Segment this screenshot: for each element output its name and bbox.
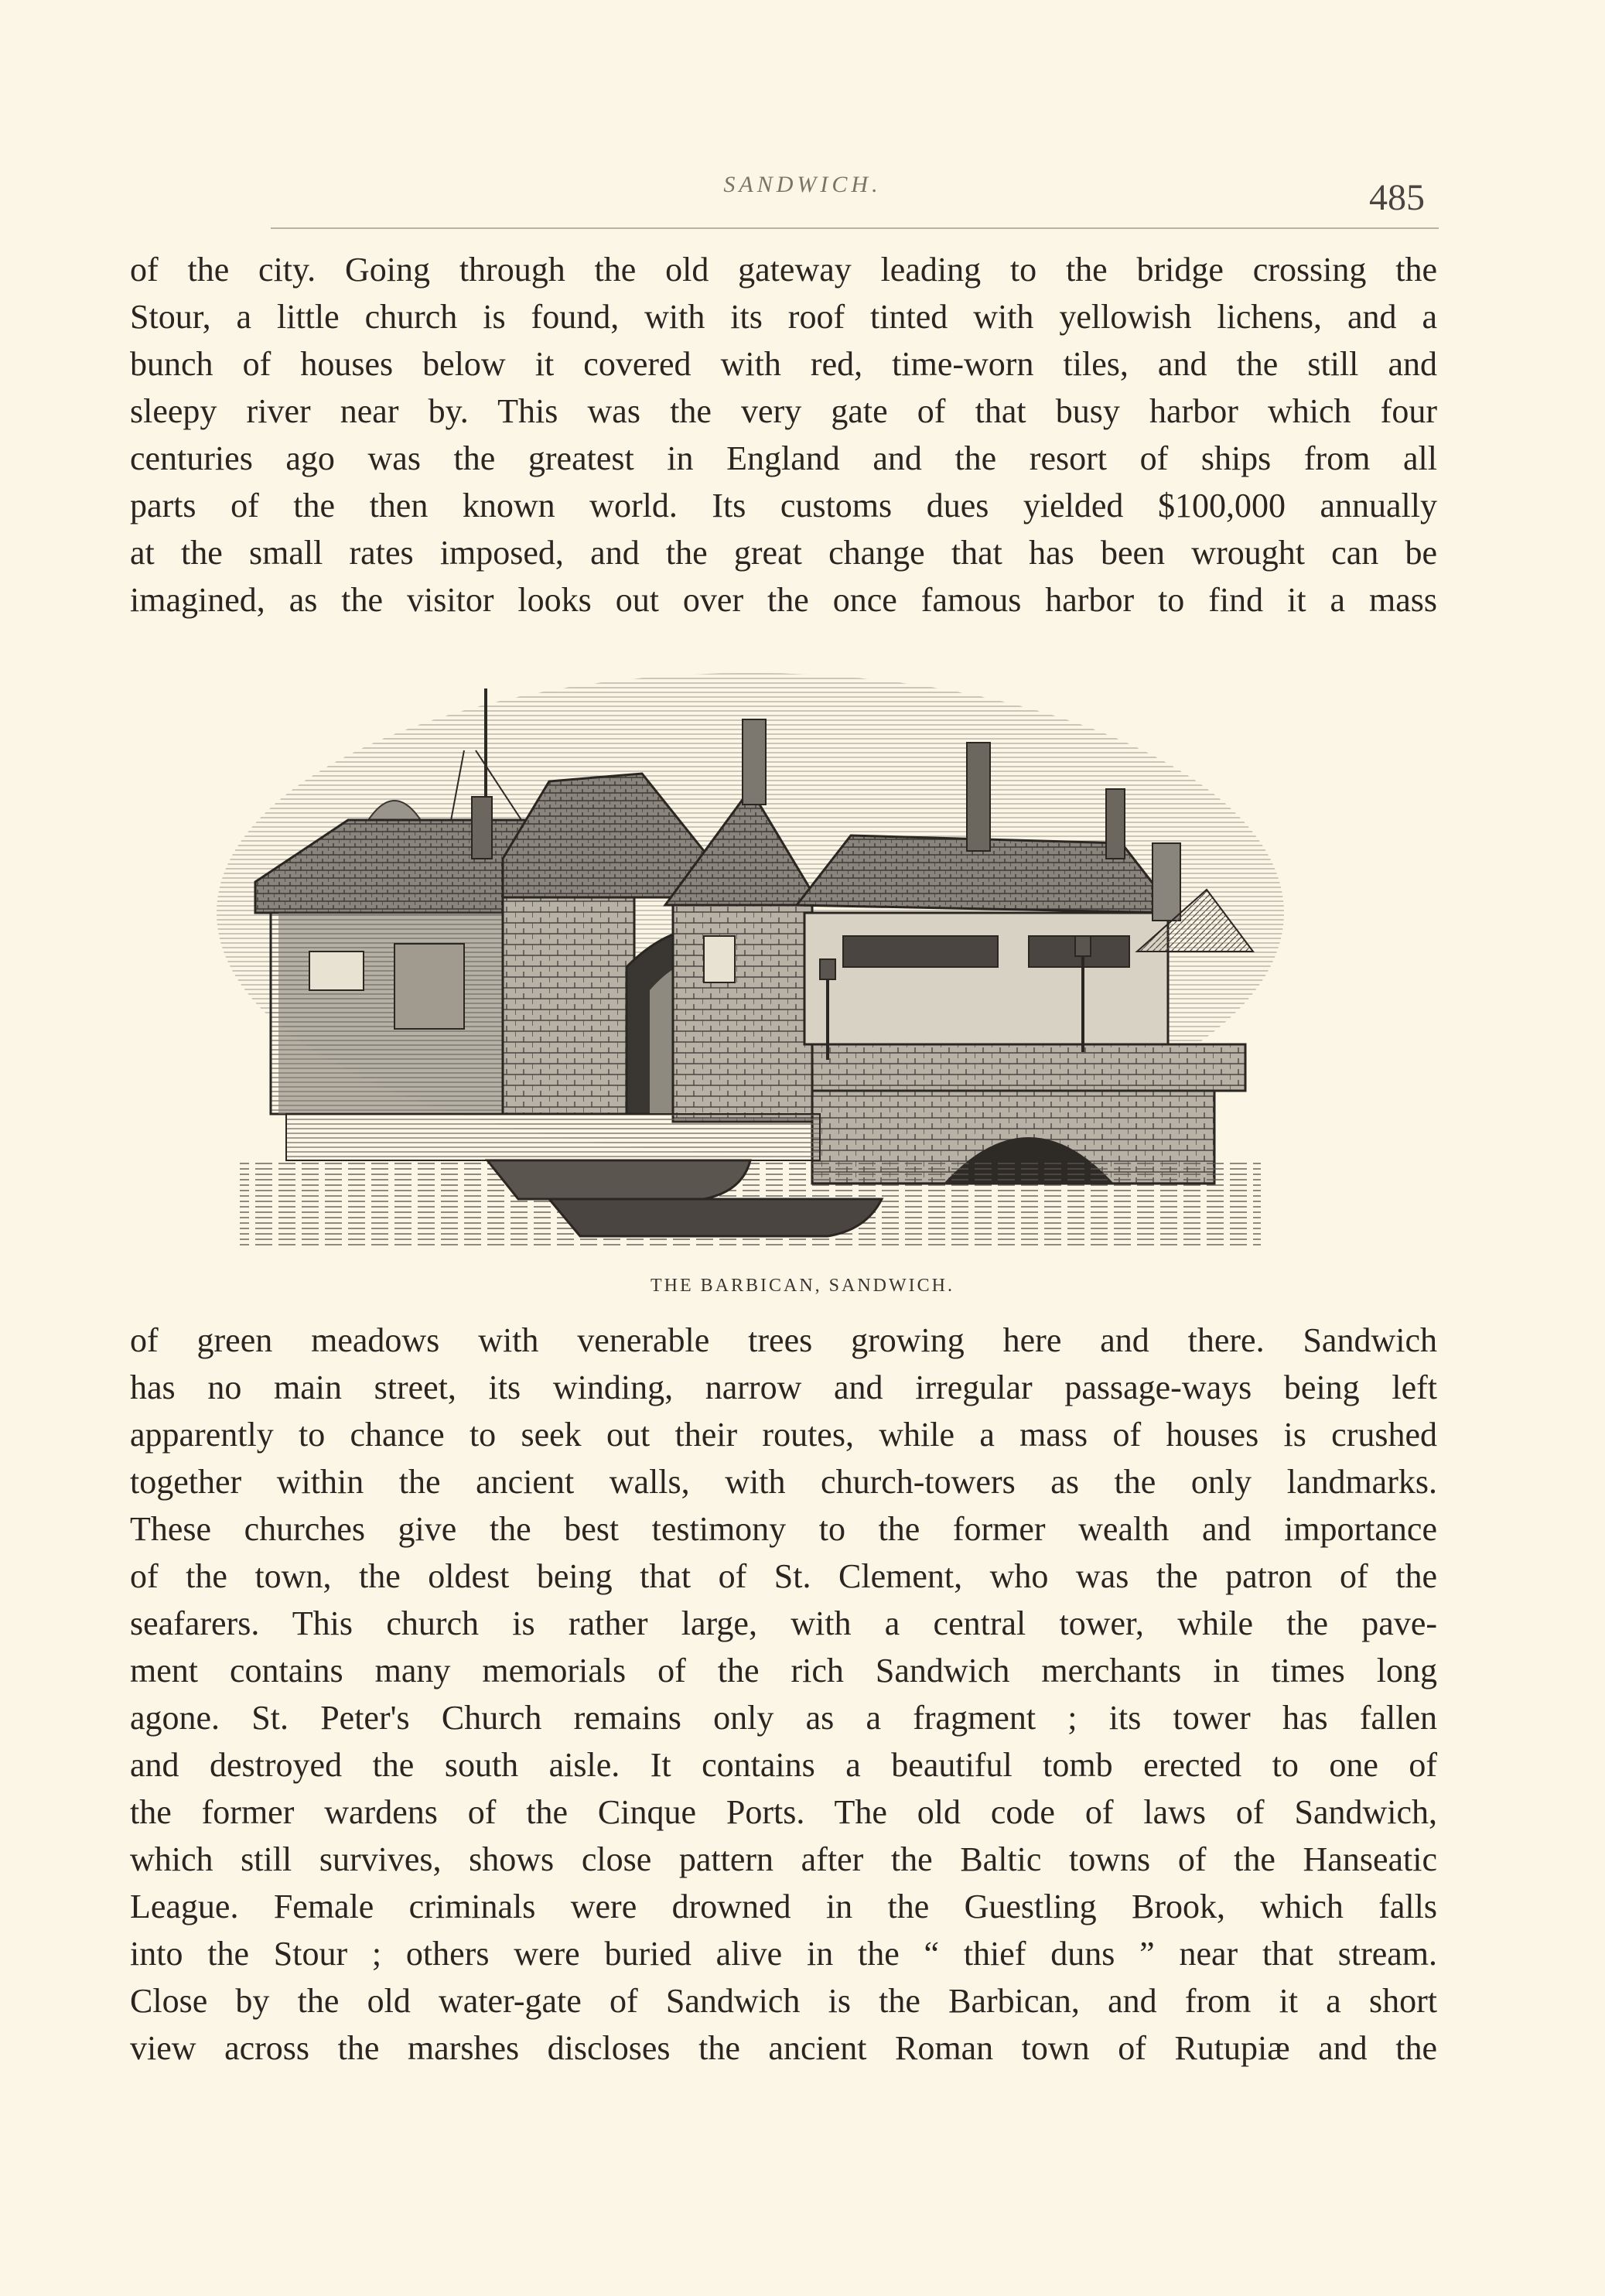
text-line: sleepy river near by. This was the very gate of that busy harbor which four: [130, 392, 1437, 430]
text-line: at the small rates imposed, and the great change that has been wrought can be: [130, 534, 1437, 572]
page-number: 485: [1369, 177, 1425, 218]
text-line: agone. St. Peter's Church remains only as a fragment ; its tower has fallen: [130, 1699, 1437, 1737]
text-line: ment contains many memorials of the rich Sandwich merchants in times long: [130, 1652, 1437, 1690]
text-line: League. Female criminals were drowned in the Guestling Brook, which falls: [130, 1888, 1437, 1925]
text-line: Close by the old water-gate of Sandwich is the Barbican, and from it a short: [130, 1982, 1437, 2020]
text-line: bunch of houses below it covered with red, time-worn tiles, and the still and: [130, 345, 1437, 383]
paragraph-2: [130, 1317, 1437, 2072]
engraving-illustration: [209, 658, 1292, 1261]
paragraph-1: [130, 246, 1437, 624]
text-line: centuries ago was the greatest in England and the resort of ships from all: [130, 439, 1437, 477]
text-line: imagined, as the visitor looks out over the once famous harbor to find it a mass: [130, 581, 1437, 619]
figure-caption: THE BARBICAN, SANDWICH.: [651, 1276, 954, 1296]
text-line: Stour, a little church is found, with its roof tinted with yellowish lichens, and a: [130, 298, 1437, 336]
text-line: apparently to chance to seek out their routes, while a mass of houses is crushed: [130, 1416, 1437, 1454]
text-line: which still survives, shows close pattern after the Baltic towns of the Hanseatic: [130, 1840, 1437, 1878]
text-line: into the Stour ; others were buried alive in the “ thief duns ” near that stream.: [130, 1935, 1437, 1973]
text-line: These churches give the best testimony to the former wealth and importance: [130, 1510, 1437, 1548]
text-line: parts of the then known world. Its customs dues yielded $100,000 annually: [130, 487, 1437, 524]
text-line: of the town, the oldest being that of St. Clement, who was the patron of the: [130, 1557, 1437, 1595]
text-line: the former wardens of the Cinque Ports. The old code of laws of Sandwich,: [130, 1793, 1437, 1831]
text-line: view across the marshes discloses the ancient Roman town of Rutupiæ and the: [130, 2029, 1437, 2067]
text-line: seafarers. This church is rather large, with a central tower, while the pave-: [130, 1604, 1437, 1642]
text-line: together within the ancient walls, with church-towers as the only landmarks.: [130, 1463, 1437, 1501]
text-line: and destroyed the south aisle. It contains a beautiful tomb erected to one of: [130, 1746, 1437, 1784]
text-line: of green meadows with venerable trees growing here and there. Sandwich: [130, 1321, 1437, 1359]
text-line: has no main street, its winding, narrow and irregular passage-ways being left: [130, 1368, 1437, 1406]
text-line: of the city. Going through the old gateway leading to the bridge crossing the: [130, 251, 1437, 289]
engraving-barbican: [209, 658, 1292, 1261]
running-head: SANDWICH.: [723, 172, 882, 197]
header-rule: [271, 227, 1439, 229]
